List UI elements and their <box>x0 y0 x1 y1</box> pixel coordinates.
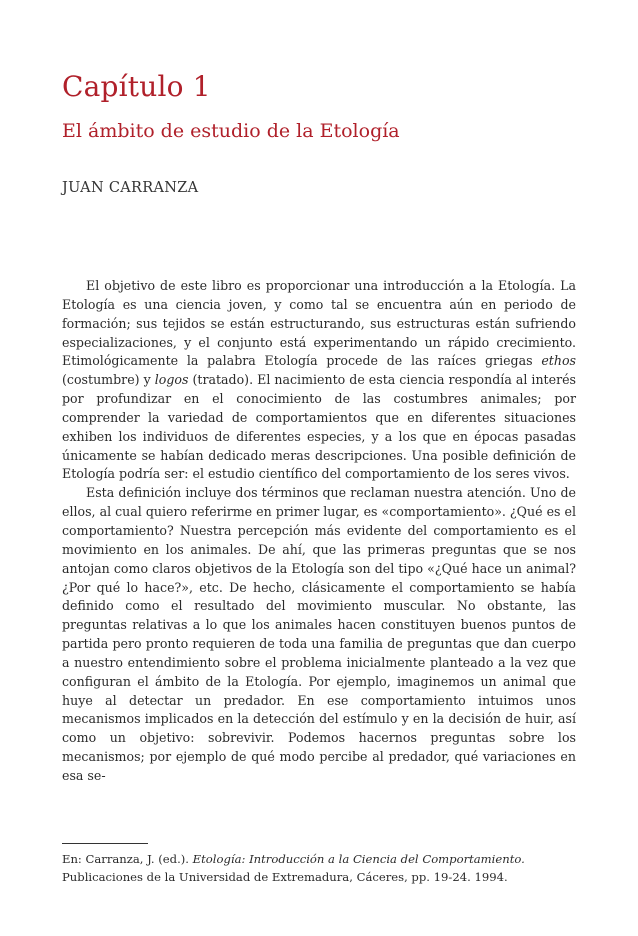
footnote-publisher: Publicaciones de la Universidad de Extremadura, Cáceres, pp. 19-24. 1994. <box>62 870 508 884</box>
chapter-title: El ámbito de estudio de la Etología <box>62 120 400 142</box>
term-ethos: ethos <box>541 353 576 369</box>
chapter-number: Capítulo 1 <box>62 70 211 103</box>
paragraph-1 <box>62 277 576 484</box>
paragraph-2: Esta definición incluye dos términos que reclaman nuestra atención. Uno de ellos, al cual quiero referirme en primer lugar, es «comportamiento». ¿Qué es el comportamiento? Nuestra percepción más evidente del comportamiento es el movimiento en los animales. De ahí, que las primeras preguntas que se nos antojan como claros objetivos de la Etología son del tipo «¿Qué hace un animal? ¿Por qué lo hace?», etc. De hecho, clásicamente el comportamiento se había definido como el resultado del movimiento muscular. No obstante, las preguntas relativas a lo que los animales hacen constituyen buenos puntos de partida pero pronto requieren de toda una familia de preguntas que dan cuerpo a nuestro entendimiento sobre el problema inicialmente planteado a la vez que configuran el ámbito de la Etología. Por ejemplo, imaginemos un animal que huye al detectar un predador. En ese comportamiento intuimos unos mecanismos implicados en la detección del estímulo y en la decisión de huir, así como un objetivo: sobrevivir. Podemos hacernos preguntas sobre los mecanismos; por ejemplo de qué modo percibe al predador, qué variaciones en esa se- <box>62 485 576 783</box>
paragraph-1-text-a: El objetivo de este libro es proporcionar una introducción a la Etología. La Etología es una ciencia joven, y como tal se encuentra aún en periodo de formación; sus tejidos se están estructurando, sus estructuras están sufriendo especializaciones, y el conjunto está experimentando un rápido crecimiento. Etimológicamente la palabra Etología procede de las raíces griegas <box>62 278 576 369</box>
footnote-line-1 <box>62 850 576 868</box>
body-text <box>62 277 576 786</box>
paragraph-1-text-c: (tratado). El nacimiento de esta ciencia respondía al interés por profundizar en el conocimiento de las costumbres animales; por comprender la variedad de comportamientos que en diferentes situaciones exhiben los individuos de diferentes especies, y a los que en épocas pasadas únicamente se habían dedicado meras descripciones. Una posible definición de Etología podría ser: el estudio científico del comportamiento de los seres vivos. <box>62 372 576 482</box>
footnote-divider <box>62 843 148 844</box>
author-name: JUAN CARRANZA <box>62 180 199 196</box>
footnote-book-title: Etología: Introducción a la Ciencia del Comportamiento. <box>192 852 525 866</box>
term-logos: logos <box>154 372 189 388</box>
footnote <box>62 850 576 886</box>
paragraph-1-text-b: (costumbre) y <box>62 372 155 388</box>
footnote-prefix: En: Carranza, J. (ed.). <box>62 852 193 866</box>
